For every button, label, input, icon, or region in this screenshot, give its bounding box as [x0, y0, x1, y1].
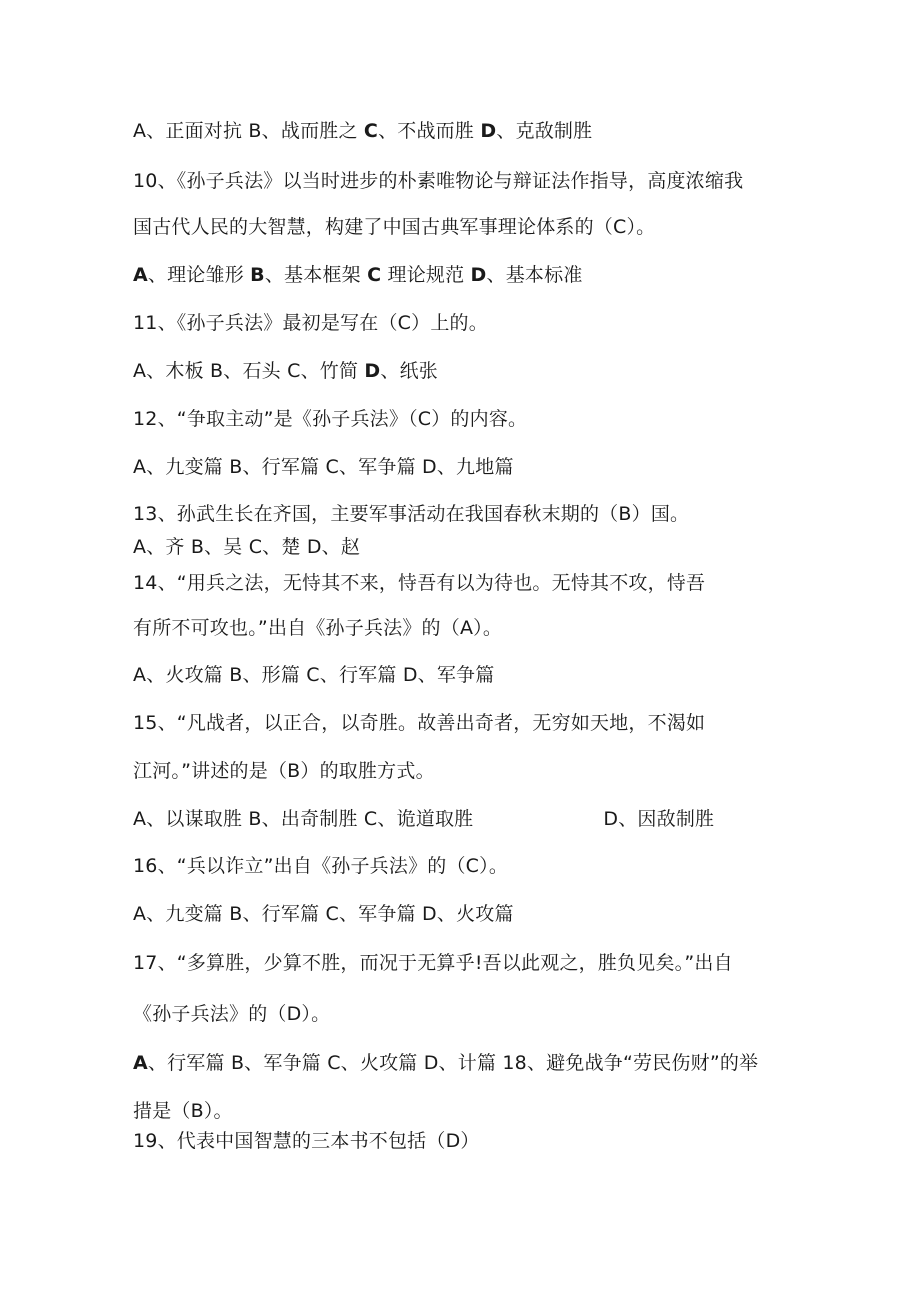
- question-11: 11、《孙子兵法》最初是写在（C）上的。: [133, 312, 488, 334]
- question-17-line-2: 《孙子兵法》的（D）。: [133, 1003, 331, 1025]
- answer-options-10: A、理论雏形 B、基本框架 C 理论规范 D、基本标准: [133, 264, 583, 286]
- question-12: 12、“争取主动”是《孙子兵法》（C）的内容。: [133, 408, 528, 430]
- question-14-line-1: 14、“用兵之法，无恃其不来，恃吾有以为待也。无恃其不攻，恃吾: [133, 572, 706, 594]
- question-10-line-1: 10、《孙子兵法》以当时进步的朴素唯物论与辩证法作指导，高度浓缩我: [133, 170, 744, 192]
- question-18-line-2: 措是（B）。: [133, 1100, 233, 1122]
- answer-options-15: A、以谋取胜 B、出奇制胜 C、诡道取胜 D、因敌制胜: [133, 808, 715, 830]
- question-13: 13、孙武生长在齐国，主要军事活动在我国春秋末期的（B）国。: [133, 503, 690, 525]
- question-16: 16、“兵以诈立”出自《孙子兵法》的（C）。: [133, 855, 509, 877]
- question-15-line-1: 15、“凡战者，以正合，以奇胜。故善出奇者，无穷如天地，不渴如: [133, 712, 706, 734]
- question-19: 19、代表中国智慧的三本书不包括（D）: [133, 1130, 480, 1152]
- question-15-line-2: 江河。”讲述的是（B）的取胜方式。: [133, 760, 435, 782]
- answer-options-12: A、九变篇 B、行军篇 C、军争篇 D、九地篇: [133, 456, 514, 478]
- answer-options-16: A、九变篇 B、行军篇 C、军争篇 D、火攻篇: [133, 903, 514, 925]
- answer-options-13: A、齐 B、吴 C、楚 D、赵: [133, 536, 361, 558]
- answer-options-17-and-question-18: A、行军篇 B、军争篇 C、火攻篇 D、计篇 18、避免战争“劳民伤财”的举: [133, 1052, 759, 1074]
- answer-options-14: A、火攻篇 B、形篇 C、行军篇 D、军争篇: [133, 664, 495, 686]
- question-14-line-2: 有所不可攻也。”出自《孙子兵法》的（A）。: [133, 617, 503, 639]
- answer-options-9: A、正面对抗 B、战而胜之 C、不战而胜 D、克敌制胜: [133, 120, 593, 142]
- question-10-line-2: 国古代人民的大智慧，构建了中国古典军事理论体系的（C）。: [133, 216, 656, 238]
- question-17-line-1: 17、“多算胜，少算不胜，而况于无算乎!吾以此观之，胜负见矣。”出自: [133, 952, 733, 974]
- answer-options-11: A、木板 B、石头 C、竹简 D、纸张: [133, 360, 439, 382]
